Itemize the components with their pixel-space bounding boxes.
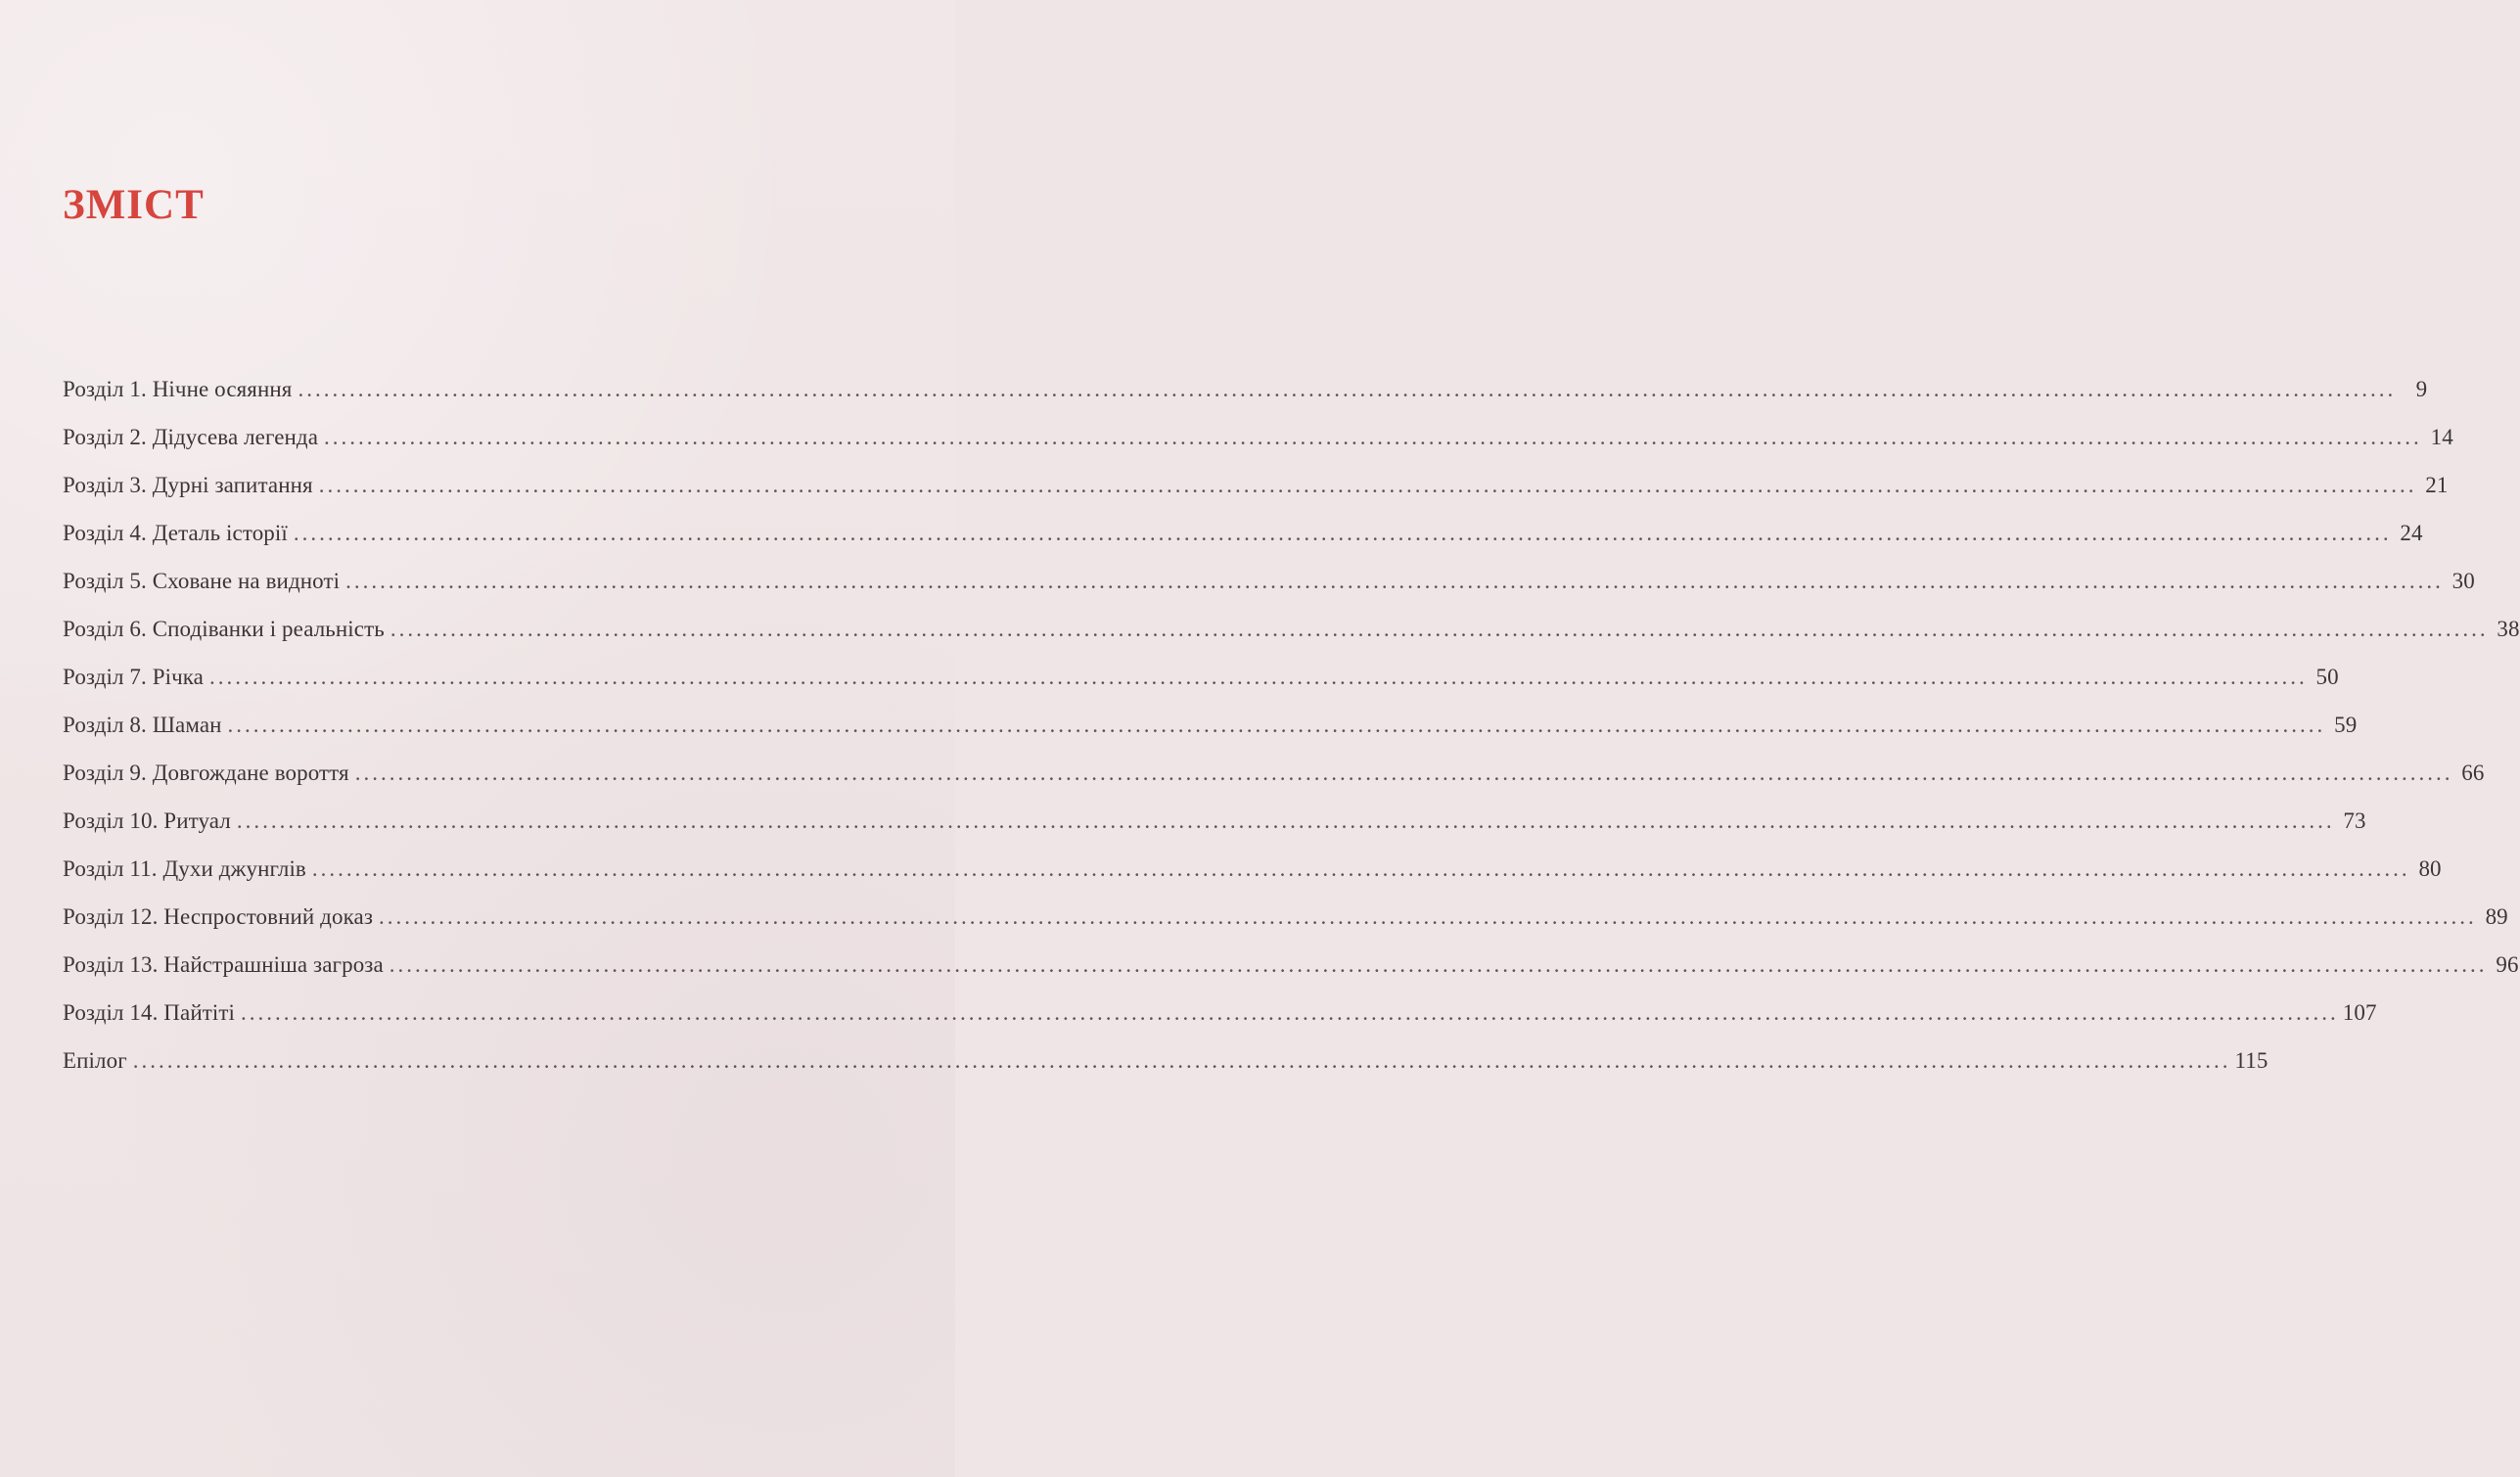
toc-entry bbox=[63, 514, 2423, 562]
toc-entry-title: Розділ 10. Ритуал bbox=[63, 808, 231, 833]
toc-page-number: 73 bbox=[2343, 808, 2366, 833]
toc-entry bbox=[63, 706, 2358, 754]
toc-entry bbox=[63, 466, 2449, 514]
toc-page-number: 50 bbox=[2315, 665, 2339, 689]
toc-page-number: 96 bbox=[2496, 952, 2519, 977]
toc-entry bbox=[63, 993, 2377, 1041]
toc-page-number: 14 bbox=[2430, 425, 2453, 449]
toc-page-number: 24 bbox=[2400, 521, 2423, 545]
toc-entry bbox=[63, 370, 2428, 418]
toc-entry-title: Розділ 5. Сховане на видноті bbox=[63, 569, 341, 593]
toc-entry-title: Розділ 12. Неспростовний доказ bbox=[63, 904, 374, 929]
toc-entry-title: Розділ 3. Дурні запитання bbox=[63, 473, 313, 497]
toc-dot-leader: ..................................................................................................................................................................................................................................................... bbox=[389, 617, 2489, 641]
toc-page-number: 59 bbox=[2334, 713, 2358, 737]
toc-entry-title: Розділ 2. Дідусева легенда bbox=[63, 425, 319, 449]
page-title: ЗМІСТ bbox=[63, 182, 205, 228]
toc-entry-title: Розділ 13. Найстрашніша загроза bbox=[63, 952, 384, 977]
toc-dot-leader: ..................................................................................................................................................................................................................................................... bbox=[311, 856, 2410, 881]
toc-entry bbox=[63, 418, 2453, 466]
toc-entry bbox=[63, 610, 2520, 658]
toc-entry-title: Розділ 8. Шаман bbox=[63, 713, 222, 737]
toc-page-number: 80 bbox=[2418, 856, 2442, 881]
toc-dot-leader: ..................................................................................................................................................................................................................................................... bbox=[324, 425, 2422, 449]
toc-entry bbox=[63, 1041, 2268, 1089]
toc-page-number: 66 bbox=[2461, 761, 2485, 785]
toc-page-number: 115 bbox=[2234, 1048, 2268, 1073]
toc-dot-leader: ..................................................................................................................................................................................................................................................... bbox=[318, 473, 2417, 497]
toc-page-number: 30 bbox=[2451, 569, 2475, 593]
toc-entry-title: Розділ 7. Річка bbox=[63, 665, 204, 689]
toc-dot-leader: ..................................................................................................................................................................................................................................................... bbox=[132, 1048, 2231, 1073]
toc-entry bbox=[63, 562, 2475, 610]
toc-dot-leader: ..................................................................................................................................................................................................................................................... bbox=[298, 377, 2397, 401]
toc-dot-leader: ..................................................................................................................................................................................................................................................... bbox=[293, 521, 2392, 545]
toc-dot-leader: ..................................................................................................................................................................................................................................................... bbox=[227, 713, 2326, 737]
toc-entry-title: Розділ 11. Духи джунглів bbox=[63, 856, 306, 881]
toc-dot-leader: ..................................................................................................................................................................................................................................................... bbox=[345, 569, 2444, 593]
toc-entry-title: Розділ 14. Пайтіті bbox=[63, 1000, 236, 1025]
toc-page-number: 21 bbox=[2425, 473, 2449, 497]
toc-entry bbox=[63, 946, 2519, 993]
toc-dot-leader: ..................................................................................................................................................................................................................................................... bbox=[354, 761, 2453, 785]
toc-page-number: 38 bbox=[2497, 617, 2520, 641]
toc-entry-title: Розділ 4. Деталь історії bbox=[63, 521, 288, 545]
toc-entry bbox=[63, 754, 2485, 802]
toc-entry-title: Епілог bbox=[63, 1048, 127, 1073]
toc-entry bbox=[63, 898, 2508, 946]
toc-entry-title: Розділ 6. Сподіванки і реальність bbox=[63, 617, 385, 641]
table-of-contents bbox=[63, 370, 2520, 1089]
toc-dot-leader: ..................................................................................................................................................................................................................................................... bbox=[241, 1000, 2339, 1025]
toc-page-number: 89 bbox=[2485, 904, 2508, 929]
toc-entry bbox=[63, 850, 2442, 898]
toc-entry bbox=[63, 658, 2339, 706]
toc-entry-title: Розділ 9. Довгождане вороття bbox=[63, 761, 349, 785]
toc-dot-leader: ..................................................................................................................................................................................................................................................... bbox=[379, 904, 2477, 929]
toc-entry-title: Розділ 1. Нічне осяяння bbox=[63, 377, 293, 401]
toc-dot-leader: ..................................................................................................................................................................................................................................................... bbox=[389, 952, 2488, 977]
toc-page-number: 9 bbox=[2415, 377, 2428, 401]
toc-page-number: 107 bbox=[2342, 1000, 2377, 1025]
toc-dot-leader: ..................................................................................................................................................................................................................................................... bbox=[236, 808, 2335, 833]
toc-dot-leader: ..................................................................................................................................................................................................................................................... bbox=[209, 665, 2308, 689]
toc-entry bbox=[63, 802, 2366, 850]
